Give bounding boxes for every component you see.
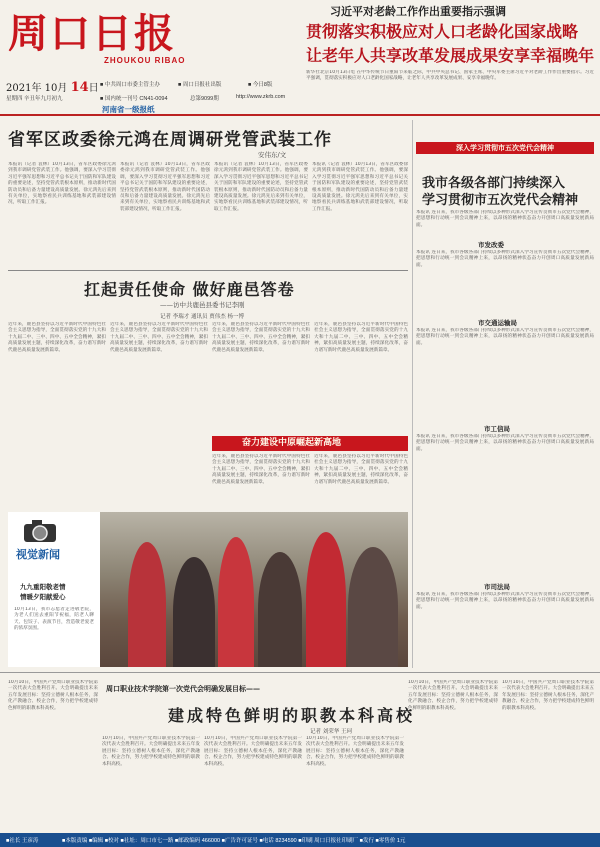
bottom-rule xyxy=(0,672,600,673)
right-banner-text: 深入学习贯彻市五次党代会精神 xyxy=(456,143,554,152)
camera-icon xyxy=(22,518,62,544)
visual-news-body: 10月13日，我市志愿者走进敬老院，为老人们送去重阳节祝福，陪老人聊天、包饺子、表演节目，营造敬老爱老的浓厚氛围。 xyxy=(14,607,94,632)
bottom-body-col0: 10月10日，中国共产党周口职业技术学院第一次代表大会胜利召开。大会明确提出未来五年发展目标：坚持立德树人根本任务，深化产教融合、校企合作，努力把学校建成特色鲜明的职教本科高校。 xyxy=(8,680,98,711)
footer-editor: ■社长 王彦涛 xyxy=(6,838,39,844)
feature-body-col3: 近年来，鹿邑县坚持以习近平新时代中国特色社会主义思想为指导，全面贯彻落实党的十九大和十九届二中、三中、四中、五中全会精神，紧扣高质量发展主题，持续深化改革，奋力谱写新时代鹿邑高质量发展新篇章。 xyxy=(212,322,310,353)
lead-byline: 安伟东/文 xyxy=(258,151,287,159)
lead-body-col4: 本报讯（记者 袁林）10月13日，省军区政委徐元鸿到我市调研党管武装工作。他强调，要深入学习贯彻习近平强军思想和习近平总书记关于国防和军队建设的重要论述，坚持党管武装根本原则，推动新时代国防动员和后备力量建设高质量发展。徐元鸿先后来到有关单位，实地察看民兵训练基地和武装部建设情况，听取工作汇报。 xyxy=(312,162,408,212)
publisher-2: ■ 周口日报社出版 xyxy=(178,82,222,88)
visual-news-caption-1: 九九重阳敬老情 xyxy=(20,583,66,591)
campaign-banner-text: 奋力建设中原崛起新高地 xyxy=(242,438,342,448)
weekday: 星期四 辛丑年九月初九 xyxy=(6,96,63,102)
website-link[interactable]: http://www.zkrb.com xyxy=(236,94,286,100)
section-heading-fagaiwei: 市发改委 xyxy=(478,241,504,249)
lead-body-col1: 本报讯（记者 袁林）10月13日，省军区政委徐元鸿到我市调研党管武装工作。他强调，要深入学习贯彻习近平强军思想和习近平总书记关于国防和军队建设的重要论述，坚持党管武装根本原则，推动新时代国防动员和后备力量建设高质量发展。徐元鸿先后来到有关单位，实地察看民兵训练基地和武装部建设情况，听取工作汇报。 xyxy=(8,162,116,206)
lead-title[interactable]: 省军区政委徐元鸿在周调研党管武装工作 xyxy=(8,130,332,150)
bottom-kicker: 周口职业技术学院第一次党代会明确发展目标—— xyxy=(106,684,260,693)
lead-body-col2: 本报讯（记者 袁林）10月13日，省军区政委徐元鸿到我市调研党管武装工作。他强调，要深入学习贯彻习近平强军思想和习近平总书记关于国防和军队建设的重要论述，坚持党管武装根本原则，推动新时代国防动员和后备力量建设高质量发展。徐元鸿先后来到有关单位，实地察看民兵训练基地和武装部建设情况，听取工作汇报。 xyxy=(120,162,210,212)
section-heading-gongxin: 市工信局 xyxy=(484,425,510,433)
feature-body-col1: 近年来，鹿邑县坚持以习近平新时代中国特色社会主义思想为指导，全面贯彻落实党的十九大和十九届二中、三中、四中、五中全会精神，紧扣高质量发展主题，持续深化改革，奋力谱写新时代鹿邑高质量发展新篇章。 xyxy=(8,322,106,353)
cn-code: ■ 国内统一刊号 CN41-0094 xyxy=(100,96,168,102)
bottom-body-col1: 10月10日，中国共产党周口职业技术学院第一次代表大会胜利召开。大会明确提出未来五年发展目标：坚持立德树人根本任务，深化产教融合、校企合作，努力把学校建成特色鲜明的职教本科高校。 xyxy=(102,736,200,767)
page-count: ■ 今日8版 xyxy=(248,82,273,88)
newspaper-tag: 河南省一级报纸 xyxy=(102,105,155,114)
right-body-intro: 本报讯 连日来，我市各级各部门持续以多种形式深入学习宣传贯彻市五次党代会精神，把思想和行动统一到会议精神上来，以昂扬的精神状态奋力开创周口高质量发展新局面。 xyxy=(416,210,594,228)
right-body-1: 本报讯 连日来，我市各级各部门持续以多种形式深入学习宣传贯彻市五次党代会精神，把思想和行动统一到会议精神上来，以昂扬的精神状态奋力开创周口高质量发展新局面。 xyxy=(416,250,594,268)
bottom-body-col2: 10月10日，中国共产党周口职业技术学院第一次代表大会胜利召开。大会明确提出未来五年发展目标：坚持立德树人根本任务，深化产教融合、校企合作，努力把学校建成特色鲜明的职教本科高校。 xyxy=(204,736,302,767)
bottom-body-col4: 10月10日，中国共产党周口职业技术学院第一次代表大会胜利召开。大会明确提出未来五年发展目标：坚持立德树人根本任务，深化产教融合、校企合作，努力把学校建成特色鲜明的职教本科高校。 xyxy=(408,680,498,711)
feature-byline: 记者 李瑞才 通讯员 贾伟杰 杨一博 xyxy=(160,314,244,320)
bottom-title[interactable]: 建成特色鲜明的职教本科高校 xyxy=(168,706,416,725)
visual-news-label: 视觉新闻 xyxy=(16,548,60,561)
feature-body-col2: 近年来，鹿邑县坚持以习近平新时代中国特色社会主义思想为指导，全面贯彻落实党的十九大和十九届二中、三中、四中、五中全会精神，紧扣高质量发展主题，持续深化改革，奋力谱写新时代鹿邑高质量发展新篇章。 xyxy=(110,322,208,353)
main-headline-1[interactable]: 贯彻落实积极应对人口老龄化国家战略 xyxy=(306,22,579,41)
issue-number: 总第9099期 xyxy=(190,96,219,102)
issue-date: 2021年 10月 14日 xyxy=(6,80,99,95)
section-heading-jiaotong: 市交通运输局 xyxy=(478,319,517,327)
top-headline[interactable]: 习近平对老龄工作作出重要指示强调 xyxy=(330,5,506,18)
right-body-4: 本报讯 连日来，我市各级各部门持续以多种形式深入学习宣传贯彻市五次党代会精神，把思想和行动统一到会议精神上来，以昂扬的精神状态奋力开创周口高质量发展新局面。 xyxy=(416,592,594,610)
column-divider xyxy=(412,120,413,668)
main-headline-2[interactable]: 让老年人共享改革发展成果安享幸福晚年 xyxy=(306,46,595,65)
feature-body-col4: 近年来，鹿邑县坚持以习近平新时代中国特色社会主义思想为指导，全面贯彻落实党的十九大和十九届二中、三中、四中、五中全会精神，紧扣高质量发展主题，持续深化改革，奋力谱写新时代鹿邑高质量发展新篇章。 xyxy=(314,322,408,353)
masthead-rule xyxy=(0,114,600,116)
feature-body-col4b: 近年来，鹿邑县坚持以习近平新时代中国特色社会主义思想为指导，全面贯彻落实党的十九大和十九届二中、三中、四中、五中全会精神，紧扣高质量发展主题，持续深化改革，奋力谱写新时代鹿邑高质量发展新篇章。 xyxy=(314,454,408,485)
visual-news-box xyxy=(8,512,100,667)
feature-subtitle: ——访中共鹿邑县委书记李刚 xyxy=(160,301,245,309)
right-title-2[interactable]: 学习贯彻市五次党代会精神 xyxy=(422,193,579,208)
right-banner xyxy=(416,142,594,154)
feature-title[interactable]: 扛起责任使命 做好鹿邑答卷 xyxy=(84,280,295,299)
top-article-body: 新华社北京10月13日电 在中华传统节日重阳节来临之际，中共中央总书记、国家主席、中央军委主席习近平对老龄工作作出重要指示。习近平强调，贯彻落实积极应对人口老龄化国家战略，让老年人共享改革发展成果、安享幸福晚年。 xyxy=(306,70,594,82)
right-body-2: 本报讯 连日来，我市各级各部门持续以多种形式深入学习宣传贯彻市五次党代会精神，把思想和行动统一到会议精神上来，以昂扬的精神状态奋力开创周口高质量发展新局面。 xyxy=(416,328,594,346)
footer-info: ■本版责编 ■编辑 ■校对 ■社址：周口市七一路 ■邮政编码 466000 ■广告许可证号 ■电话 8234590 ■印刷 周口日报社印刷厂 ■发行 ■零售价 1元 xyxy=(62,838,406,844)
newspaper-logo: 周口日报 xyxy=(8,11,176,57)
campaign-banner xyxy=(212,436,408,451)
right-title-1[interactable]: 我市各级各部门持续深入 xyxy=(422,176,566,191)
newspaper-pinyin: ZHOUKOU RIBAO xyxy=(104,56,186,65)
divider xyxy=(8,270,408,271)
section-heading-sifa: 市司法局 xyxy=(484,583,510,591)
bottom-body-col3: 10月10日，中国共产党周口职业技术学院第一次代表大会胜利召开。大会明确提出未来五年发展目标：坚持立德树人根本任务，深化产教融合、校企合作，努力把学校建成特色鲜明的职教本科高校。 xyxy=(306,736,404,767)
footer-bar xyxy=(0,833,600,847)
visual-news-caption-2: 情暖夕阳献爱心 xyxy=(20,593,66,601)
feature-body-col3b: 近年来，鹿邑县坚持以习近平新时代中国特色社会主义思想为指导，全面贯彻落实党的十九大和十九届二中、三中、四中、五中全会精神，紧扣高质量发展主题，持续深化改革，奋力谱写新时代鹿邑高质量发展新篇章。 xyxy=(212,454,310,485)
bottom-byline: 记者 刘荣华 王珂 xyxy=(310,729,352,735)
publisher: ■ 中共周口市委主管主办 xyxy=(100,82,160,88)
lead-body-col3: 本报讯（记者 袁林）10月13日，省军区政委徐元鸿到我市调研党管武装工作。他强调，要深入学习贯彻习近平强军思想和习近平总书记关于国防和军队建设的重要论述，坚持党管武装根本原则，推动新时代国防动员和后备力量建设高质量发展。徐元鸿先后来到有关单位，实地察看民兵训练基地和武装部建设情况，听取工作汇报。 xyxy=(214,162,308,212)
bottom-body-col5: 10月10日，中国共产党周口职业技术学院第一次代表大会胜利召开。大会明确提出未来五年发展目标：坚持立德树人根本任务，深化产教融合、校企合作，努力把学校建成特色鲜明的职教本科高校。 xyxy=(502,680,594,711)
right-body-3: 本报讯 连日来，我市各级各部门持续以多种形式深入学习宣传贯彻市五次党代会精神，把思想和行动统一到会议精神上来，以昂扬的精神状态奋力开创周口高质量发展新局面。 xyxy=(416,434,594,452)
